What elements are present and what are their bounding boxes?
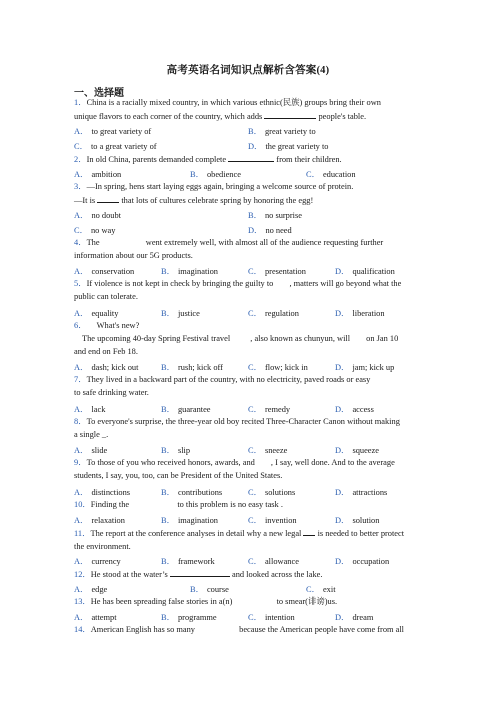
answer-option xyxy=(161,444,190,456)
text-span: In old China, parents demanded complete xyxy=(86,155,227,164)
text-span: went extremely well, with almost all of the audience requesting further xyxy=(145,238,384,247)
text-span: lack xyxy=(91,405,106,414)
question-5 xyxy=(74,278,422,304)
text-span: —In spring, hens start laying eggs again, bringing a welcome source of protein. xyxy=(86,182,354,191)
option-letter: C． xyxy=(248,267,262,276)
text-span: students, I say, you, too, can be President of the United States. xyxy=(74,470,283,480)
answer-option xyxy=(74,307,118,319)
text-span: edge xyxy=(91,585,108,594)
text-span: What's new? xyxy=(96,321,140,330)
text-span: invention xyxy=(264,516,297,525)
option-letter: C． xyxy=(248,613,262,622)
option-letter: B． xyxy=(161,516,175,525)
answer-option xyxy=(74,209,121,221)
option-letter: B． xyxy=(190,585,204,594)
option-letter: B． xyxy=(161,613,175,622)
text-span: dream xyxy=(352,613,374,622)
question-2 xyxy=(74,153,422,167)
answer-option xyxy=(248,555,299,567)
text-span: rush; kick off xyxy=(177,363,223,372)
text-span: to this problem is no easy task . xyxy=(177,500,283,509)
options-row xyxy=(74,307,422,320)
text-span: Finding the xyxy=(90,500,130,509)
answer-option xyxy=(74,514,125,526)
options-row xyxy=(74,140,422,153)
options-row xyxy=(74,514,422,527)
question-number: 9． xyxy=(74,458,87,467)
answer-option xyxy=(74,611,117,623)
answer-option xyxy=(306,168,356,180)
answer-option xyxy=(190,168,241,180)
option-letter: C． xyxy=(306,585,320,594)
option-letter: A． xyxy=(74,446,89,455)
text-span: obedience xyxy=(206,170,241,179)
text-span: attempt xyxy=(91,613,117,622)
option-letter: B． xyxy=(161,446,175,455)
answer-option xyxy=(248,265,306,277)
answer-option xyxy=(248,611,295,623)
text-span: slide xyxy=(91,446,108,455)
text-span: remedy xyxy=(264,405,291,414)
options-row xyxy=(74,444,422,457)
answer-option xyxy=(248,224,292,236)
text-span: jam; kick up xyxy=(352,363,395,372)
text-span: a single _. xyxy=(74,429,109,439)
text-span: The report at the conference analyses in detail why a new legal xyxy=(90,529,302,538)
option-letter: D． xyxy=(335,363,350,372)
text-span: To those of you who received honors, awards, and xyxy=(86,458,255,467)
question-number: 11． xyxy=(74,529,91,538)
question-8 xyxy=(74,416,422,442)
text-span: If violence is not kept in check by bringing the guilty to xyxy=(86,279,274,288)
option-letter: A． xyxy=(74,170,89,179)
option-letter: B． xyxy=(161,309,175,318)
answer-option xyxy=(248,125,316,137)
options-row xyxy=(74,125,422,138)
answer-option xyxy=(161,403,211,415)
text-span: conservation xyxy=(91,267,135,276)
text-span: , matters will go beyond what the xyxy=(289,279,402,288)
text-span: and end on Feb 18. xyxy=(74,346,138,356)
answer-option xyxy=(74,140,157,152)
text-span: the environment. xyxy=(74,541,131,551)
text-span: framework xyxy=(177,557,215,566)
text-span: access xyxy=(352,405,374,414)
text-span: China is a racially mixed country, in which various ethnic(民族) groups bring their own xyxy=(86,98,381,107)
option-letter: A． xyxy=(74,488,89,497)
text-span: slip xyxy=(177,446,191,455)
text-span: course xyxy=(206,585,229,594)
answer-option xyxy=(161,486,222,498)
text-span: people's table. xyxy=(318,111,367,121)
options-row xyxy=(74,611,422,624)
question-number: 3． xyxy=(74,182,87,191)
text-span: from their children. xyxy=(276,155,342,164)
options-row xyxy=(74,361,422,374)
question-number: 8． xyxy=(74,417,87,426)
option-letter: C． xyxy=(248,557,262,566)
option-letter: B． xyxy=(161,557,175,566)
option-letter: A． xyxy=(74,211,89,220)
text-span: unique flavors to each corner of the country, which adds xyxy=(74,111,263,121)
text-span: occupation xyxy=(352,557,390,566)
text-span: The xyxy=(86,238,100,247)
answer-option xyxy=(248,486,295,498)
answer-option xyxy=(74,583,107,595)
answer-option xyxy=(74,224,115,236)
option-letter: B． xyxy=(248,127,262,136)
option-letter: C． xyxy=(248,446,262,455)
options-row xyxy=(74,583,422,596)
answer-option xyxy=(161,307,200,319)
question-3 xyxy=(74,181,422,208)
answer-option xyxy=(335,486,387,498)
text-span: —It is xyxy=(74,195,96,205)
options-row xyxy=(74,403,422,416)
blank xyxy=(97,194,119,203)
option-letter: A． xyxy=(74,267,89,276)
text-span: equality xyxy=(91,309,119,318)
answer-option xyxy=(161,555,215,567)
option-letter: A． xyxy=(74,363,89,372)
text-span: allowance xyxy=(264,557,299,566)
text-span: no need xyxy=(265,226,292,235)
text-span: They lived in a backward part of the country, with no electricity, paved roads or easy xyxy=(86,375,371,384)
answer-option xyxy=(248,307,299,319)
answer-option xyxy=(74,125,151,137)
text-span: , also known as chunyun, will xyxy=(250,333,351,343)
answer-option xyxy=(74,403,105,415)
answer-option xyxy=(335,265,395,277)
question-number: 1． xyxy=(74,98,87,107)
text-span: the great variety to xyxy=(265,142,329,151)
text-span: great variety to xyxy=(264,127,316,136)
text-span: relaxation xyxy=(91,516,125,525)
text-span: distinctions xyxy=(91,488,131,497)
text-span: American English has so many xyxy=(90,625,195,634)
text-span: education xyxy=(322,170,356,179)
option-letter: D． xyxy=(335,488,350,497)
option-letter: A． xyxy=(74,309,89,318)
answer-option xyxy=(248,209,302,221)
option-letter: C． xyxy=(306,170,320,179)
option-letter: C． xyxy=(248,488,262,497)
text-span: justice xyxy=(177,309,200,318)
text-span: To everyone's surprise, the three-year old boy recited Three-Character Canon without making xyxy=(86,417,400,426)
option-letter: D． xyxy=(335,516,350,525)
answer-option xyxy=(74,265,134,277)
text-span: no doubt xyxy=(91,211,121,220)
text-span: attractions xyxy=(352,488,388,497)
question-number: 7． xyxy=(74,375,87,384)
answer-option xyxy=(248,140,328,152)
text-span: , I say, well done. And to the average xyxy=(270,458,395,467)
answer-option xyxy=(74,555,121,567)
question-6 xyxy=(74,320,422,358)
text-span: The upcoming 40-day Spring Festival travel xyxy=(82,333,231,343)
option-letter: D． xyxy=(335,267,350,276)
answer-option xyxy=(335,514,379,526)
text-span: no way xyxy=(90,226,116,235)
answer-option xyxy=(335,307,385,319)
answer-option xyxy=(335,444,379,456)
answer-option xyxy=(74,361,138,373)
option-letter: A． xyxy=(74,613,89,622)
answer-option xyxy=(248,514,297,526)
question-number: 5． xyxy=(74,279,87,288)
answer-option xyxy=(161,361,223,373)
option-letter: D． xyxy=(335,405,350,414)
text-span: He has been spreading false stories in a(n) xyxy=(90,597,233,606)
option-letter: B． xyxy=(161,363,175,372)
question-4 xyxy=(74,237,422,263)
question-1 xyxy=(74,97,422,124)
text-span: programme xyxy=(177,613,217,622)
text-span: to safe drinking water. xyxy=(74,387,149,397)
answer-option xyxy=(161,514,218,526)
text-span: guarantee xyxy=(177,405,211,414)
text-span: and looked across the lake. xyxy=(232,570,323,579)
page-title: 高考英语名词知识点解析含答案(4) xyxy=(166,65,330,76)
text-span: because the American people have come from all xyxy=(239,625,405,634)
option-letter: C． xyxy=(248,363,262,372)
blank xyxy=(170,568,230,577)
question-13 xyxy=(74,596,422,609)
answer-option xyxy=(161,611,217,623)
text-span: on Jan 10 xyxy=(366,333,399,343)
question-12 xyxy=(74,568,422,582)
option-letter: C． xyxy=(248,309,262,318)
option-letter: D． xyxy=(335,309,350,318)
options-row xyxy=(74,168,422,181)
option-letter: C． xyxy=(74,142,88,151)
question-number: 13． xyxy=(74,597,91,606)
question-10 xyxy=(74,499,422,512)
option-letter: C． xyxy=(248,516,262,525)
section-heading: 一、选择题 xyxy=(74,88,124,99)
text-span: no surprise xyxy=(264,211,302,220)
text-span: presentation xyxy=(264,267,306,276)
option-letter: A． xyxy=(74,405,89,414)
question-number: 12． xyxy=(74,570,91,579)
text-span: that lots of cultures celebrate spring by honoring the egg! xyxy=(121,195,314,205)
answer-option xyxy=(335,403,374,415)
text-span: He stood at the water’s xyxy=(90,570,168,579)
text-span: contributions xyxy=(177,488,223,497)
text-span: qualification xyxy=(352,267,395,276)
answer-option xyxy=(248,403,290,415)
text-span: public can tolerate. xyxy=(74,291,138,301)
option-letter: B． xyxy=(248,211,262,220)
text-span: to great variety of xyxy=(91,127,152,136)
options-row xyxy=(74,224,422,237)
question-9 xyxy=(74,457,422,483)
option-letter: A． xyxy=(74,585,89,594)
question-7 xyxy=(74,374,422,400)
blank xyxy=(228,153,274,162)
option-letter: C． xyxy=(248,405,262,414)
text-span: currency xyxy=(91,557,121,566)
text-span: exit xyxy=(322,585,336,594)
option-letter: B． xyxy=(161,488,175,497)
question-number: 10． xyxy=(74,500,91,509)
answer-option xyxy=(306,583,336,595)
question-14 xyxy=(74,624,422,637)
answer-option xyxy=(335,555,389,567)
text-span: information about our 5G products. xyxy=(74,250,193,260)
option-letter: D． xyxy=(335,613,350,622)
question-11 xyxy=(74,527,422,554)
answer-option xyxy=(248,361,308,373)
text-span: intention xyxy=(264,613,295,622)
text-span: solution xyxy=(352,516,380,525)
text-span: dash; kick out xyxy=(91,363,139,372)
text-span: flow; kick in xyxy=(264,363,308,372)
option-letter: B． xyxy=(161,267,175,276)
blank xyxy=(264,110,316,119)
text-span: to a great variety of xyxy=(90,142,157,151)
answer-option xyxy=(74,486,130,498)
option-letter: B． xyxy=(161,405,175,414)
answer-option xyxy=(74,444,107,456)
blank xyxy=(303,527,315,536)
text-span: imagination xyxy=(177,516,218,525)
options-row xyxy=(74,265,422,278)
question-number: 4． xyxy=(74,238,87,247)
text-span: is needed to better protect xyxy=(317,529,405,538)
option-letter: B． xyxy=(190,170,204,179)
text-span: imagination xyxy=(177,267,218,276)
question-number: 14． xyxy=(74,625,91,634)
text-span: solutions xyxy=(264,488,296,497)
text-span: sneeze xyxy=(264,446,288,455)
option-letter: D． xyxy=(248,142,263,151)
option-letter: C． xyxy=(74,226,88,235)
answer-option xyxy=(74,168,121,180)
question-number: 2． xyxy=(74,155,87,164)
text-span: squeeze xyxy=(352,446,379,455)
option-letter: D． xyxy=(335,446,350,455)
options-row xyxy=(74,209,422,222)
answer-option xyxy=(190,583,229,595)
option-letter: A． xyxy=(74,557,89,566)
answer-option xyxy=(335,361,394,373)
option-letter: A． xyxy=(74,516,89,525)
answer-option xyxy=(335,611,373,623)
options-row xyxy=(74,555,422,568)
option-letter: D． xyxy=(335,557,350,566)
question-number: 6． xyxy=(74,321,87,330)
text-span: regulation xyxy=(264,309,299,318)
text-span: liberation xyxy=(352,309,385,318)
option-letter: D． xyxy=(248,226,263,235)
option-letter: A． xyxy=(74,127,89,136)
answer-option xyxy=(161,265,218,277)
answer-option xyxy=(248,444,287,456)
options-row xyxy=(74,486,422,499)
text-span: to smear(诽谤)us. xyxy=(276,597,338,606)
text-span: ambition xyxy=(91,170,122,179)
